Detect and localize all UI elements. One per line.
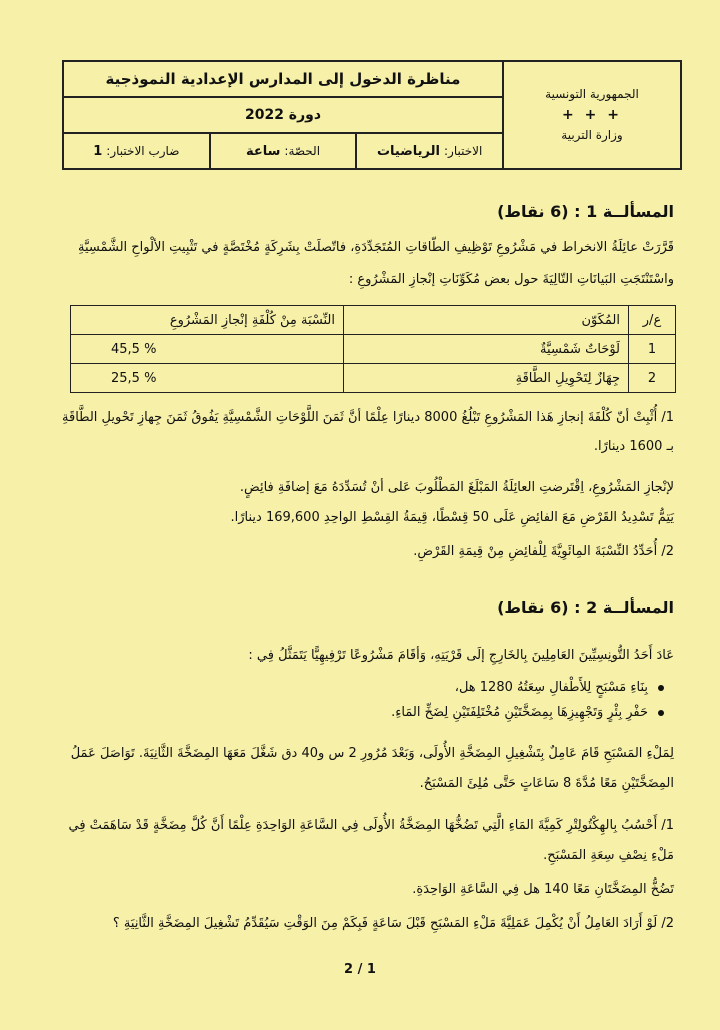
problem2-title [497,598,674,617]
problem2-q1-line2: مَلْءِ نِصْفِ سِعَةِ المَسْبَحِ. [543,848,674,863]
table-row [71,335,676,364]
stars-separator: + + + [562,106,622,123]
table-header-percentage: النِّسْبَة مِنْ كُلْفَةِ إنْجازِ المَشْرُوعِ [71,306,344,335]
table-cell-index: 1 [629,335,676,364]
subject-label: الاختبار: [444,144,483,158]
ministry-block [502,62,680,168]
problem2-para-line1: لِمَلْءِ المَسْبَحِ قَامَ عَامِلٌ بِتَشْغِيلِ المِضَخَّةِ الأُولَى، وَبَعْدَ مُرُورِ 2 س و40 دق شَغَّلَ مَعَهَا المِضَخَّةَ الثَّانِيَةَ. تَوَاصَلَ عَمَلُ [70,746,674,761]
subject-value: الرياضيات [376,143,440,159]
problem1-intro-line2: واسْتَنْتَجَتِ البَيانَاتِ التّالِيَةَ حول بعض مُكَوِّنَاتِ إنْجازِ المَشْرُوعِ : [348,272,674,287]
table-cell-percentage: % 25,5 [71,364,344,393]
coefficient-value: 1 [93,143,103,159]
page-number: 2 / 1 [344,962,376,977]
duration-cell [209,134,356,168]
problem1-title [497,202,674,221]
exam-info-row [64,134,502,168]
table-cell-component: جِهَازٌ لِتَحْوِيلِ الطَّاقَةِ [344,364,629,393]
list-item [391,676,664,701]
duration-label: الحصّة: [284,144,321,158]
problem2-heading: المسألــة 2 [586,598,674,617]
exam-title: مناظرة الدخول إلى المدارس الإعدادية النموذجية [64,62,502,98]
problem1-info-line1: لإنْجازِ المَشْرُوعِ، اِقْتَرضتِ العائِلَةُ المَبْلَغَ المَطْلُوبَ عَلى أنْ تُسَدِّدَهُ مَعَ إضافَةِ فائِضٍ. [239,480,674,495]
ministry-label: وزارة التربية [561,128,623,143]
table-header-component: المُكَوّن [344,306,629,335]
table-header-index: ع/ر [629,306,676,335]
subject-cell [355,134,502,168]
bullet-dot-icon [658,710,664,716]
problem2-points: : (6 نقاط) [497,598,581,617]
republic-label: الجمهورية التونسية [545,86,639,101]
exam-header [62,60,682,170]
list-item [391,701,664,726]
problem1-heading: المسألــة 1 [586,202,674,221]
components-table [70,305,676,393]
duration-value: ساعة [245,143,281,159]
problem1-q1-line1: 1/ أُثْبِتْ أنّ كُلْفَةَ إنجازِ هَذا المَشْرُوعِ تَبْلُغُ 8000 دينارًا عِلْمًا أنَّ ثَمَنَ اللَّوْحَاتِ الشَّمْسِيَّةِ يَفُوقُ ثَمَنَ جِهازِ تَحْويلِ الطَّاقَةِ [62,410,674,425]
problem1-q1-line2: بـ 1600 دينارًا. [593,439,674,454]
coefficient-cell [64,134,209,168]
bullet-text: حَفْرِ بِئْرٍ وَتَجْهِيزِهَا بِمِضَخَّتَيْنِ مُخْتَلِفَتَيْنِ لِضَخِّ المَاءِ. [391,704,648,720]
table-row [71,364,676,393]
bullet-dot-icon [658,685,664,691]
problem1-q2: 2/ أُحَدِّدُ النِّسْبَةَ المِائَوِيَّةَ لِلْفائِضِ مِنْ قِيمَةِ القَرْضِ. [413,544,674,559]
problem1-intro-line1: قَرَّرَتْ عائِلَةُ الانخراط في مَشْرُوعِ تَوْظِيفِ الطّاقاتِ المُتَجَدِّدَةِ، فاتّصلَتْ بِشَرِكَةٍ مُخْتَصَّةٍ في تَثْبِيتِ الألْواحِ الشَّمْسِيَّةِ [77,240,674,255]
table-header-row [71,306,676,335]
problem2-q1-line1: 1/ أَحْسُبُ بِالهِكْتُولِتْرِ كَمِيَّةَ المَاءِ الَّتِي تَضُخُّهَا المِضَخَّةُ الأُولَى فِي السَّاعَةِ الوَاحِدَةِ عِلْمًا أَنَّ كُلَّ مِضَخَّةٍ قَدْ سَاهَمَتْ فِي [68,818,674,833]
problem2-q2: 2/ لَوْ أَرَادَ العَامِلُ أَنْ يُكْمِلَ عَمَلِيَّةَ مَلْءِ المَسْبَحِ قَبْلَ سَاعَةٍ فَبِكَمْ مِنَ الوَقْتِ سَيُقَدِّمُ تَشْغِيلَ المِضَخَّةِ الثَّانِيَةِ ؟ [112,916,674,931]
problem2-info: تَضُخُّ المِضَخَّتَانِ مَعًا 140 هل فِي السَّاعَةِ الوَاحِدَةِ. [412,882,674,897]
problem1-info-line2: يَتِمُّ تَسْدِيدُ القَرْضِ مَعَ الفائِضِ عَلَى 50 قِسْطًا، قِيمَةُ القِسْطِ الواحِدِ 169,600 دينارًا. [230,510,674,525]
coefficient-label: ضارب الاختبار: [106,144,180,158]
table-cell-component: لَوْحَاتٌ شَمْسِيَّةٌ [344,335,629,364]
problem2-para-line2: المِضَخَّتَيْنِ مَعًا مُدَّةَ 8 سَاعَاتٍ حَتَّى مُلِئَ المَسْبَحُ. [419,776,674,791]
problem2-intro: عَادَ أَحَدُ التُّونِسِيِّينَ العَامِلِينَ بِالخَارِجِ إلَى قَرْيَتِهِ، وَأقَامَ مَشْرُوعًا تَرْفِيهِيًّا يَتَمَثَّلُ فِي : [248,648,674,663]
table-cell-index: 2 [629,364,676,393]
problem2-bullet-list [391,676,664,725]
table-cell-percentage: % 45,5 [71,335,344,364]
header-main [64,62,502,168]
session-label: دورة 2022 [64,98,502,134]
bullet-text: بِنَاءِ مَسْبَحٍ لِلأَطْفالِ سِعَتُهُ 1280 هل، [454,680,648,695]
problem1-points: : (6 نقاط) [497,202,581,221]
